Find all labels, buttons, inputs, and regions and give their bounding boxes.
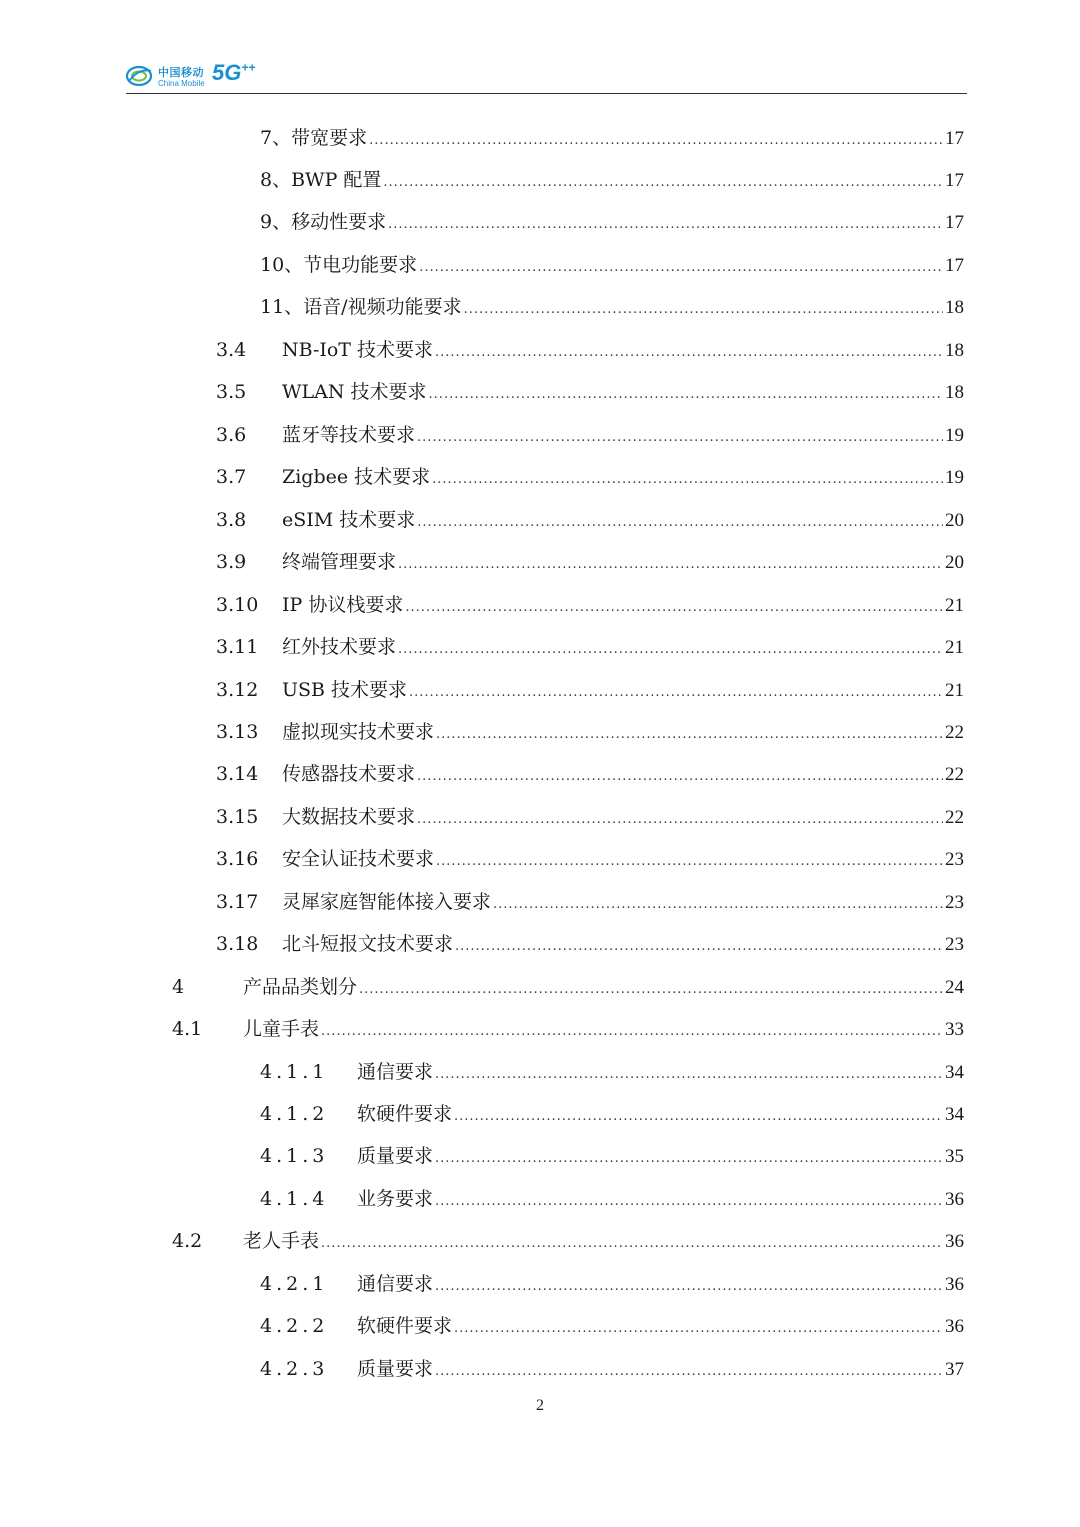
toc-entry-line (282, 462, 964, 495)
toc-entry-number: 3.6 (216, 424, 247, 446)
toc-entry-page: 37 (945, 1359, 964, 1380)
toc-entry-line (357, 1099, 964, 1132)
toc-dot-leader (436, 847, 943, 877)
toc-dot-leader (435, 1357, 943, 1387)
toc-dot-leader (435, 1187, 943, 1217)
toc-dot-leader (405, 593, 943, 623)
toc-entry-title: 大数据技术要求 (282, 806, 416, 828)
toc-entry-line (357, 1269, 964, 1302)
toc-entry-page: 18 (945, 340, 964, 361)
toc-entry-page: 23 (945, 849, 964, 870)
toc-entry-page: 21 (945, 637, 964, 658)
toc-entry-page: 18 (945, 297, 964, 318)
toc-dot-leader (321, 1017, 943, 1047)
toc-entry[interactable] (0, 165, 1080, 195)
toc-entry-line (282, 802, 964, 835)
toc-entry-line (282, 675, 964, 708)
toc-entry[interactable] (0, 123, 1080, 153)
toc-entry-number: 3.18 (216, 933, 259, 955)
toc-entry-number: 3.7 (216, 466, 247, 488)
toc-dot-leader (454, 1314, 943, 1344)
toc-entry-page: 17 (945, 255, 964, 276)
toc-entry[interactable] (0, 717, 1080, 747)
toc-entry-line (260, 123, 964, 156)
toc-entry[interactable] (0, 972, 1080, 1002)
toc-entry[interactable] (0, 250, 1080, 280)
toc-entry-number: 4.2.2 (260, 1315, 329, 1337)
toc-entry-number: 3.11 (216, 636, 259, 658)
header-divider (126, 93, 967, 94)
toc-entry[interactable] (0, 1311, 1080, 1341)
toc-entry-page: 21 (945, 595, 964, 616)
toc-entry-line (357, 1311, 964, 1344)
toc-entry-title: 软硬件要求 (357, 1315, 453, 1337)
logo-chinese-text: 中国移动 (158, 66, 204, 79)
toc-entry-line (282, 590, 964, 623)
toc-entry[interactable] (0, 462, 1080, 492)
toc-entry-page: 35 (945, 1146, 964, 1167)
toc-entry-page: 19 (945, 467, 964, 488)
toc-dot-leader (435, 1272, 943, 1302)
toc-entry-number: 3.17 (216, 891, 259, 913)
toc-entry-number: 4.1.4 (260, 1188, 329, 1210)
toc-entry-line (282, 335, 964, 368)
toc-dot-leader (429, 380, 943, 410)
toc-entry[interactable] (0, 377, 1080, 407)
toc-entry-page: 22 (945, 722, 964, 743)
toc-entry[interactable] (0, 1226, 1080, 1256)
toc-dot-leader (432, 465, 943, 495)
toc-entry-line (260, 207, 964, 240)
toc-entry-line (282, 505, 964, 538)
toc-entry[interactable] (0, 1099, 1080, 1129)
toc-entry-number: 3.5 (216, 381, 247, 403)
toc-entry-title: IP 协议栈要求 (282, 594, 404, 616)
toc-entry-page: 33 (945, 1019, 964, 1040)
toc-entry-number: 4.1.1 (260, 1061, 329, 1083)
toc-dot-leader (388, 210, 943, 240)
page-header (126, 58, 967, 94)
toc-entry-page: 17 (945, 212, 964, 233)
toc-entry-line (282, 759, 964, 792)
toc-entry-title: Zigbee 技术要求 (282, 466, 431, 488)
toc-entry-title: 儿童手表 (243, 1018, 320, 1040)
toc-entry-number: 4.1.3 (260, 1145, 329, 1167)
toc-entry-line (282, 632, 964, 665)
logo-5g-mark: 5G++ (212, 60, 256, 85)
toc-entry-page: 36 (945, 1316, 964, 1337)
toc-entry[interactable] (0, 335, 1080, 365)
toc-dot-leader (419, 253, 943, 283)
toc-entry-page: 34 (945, 1062, 964, 1083)
toc-dot-leader (435, 338, 943, 368)
toc-entry[interactable] (0, 1354, 1080, 1384)
toc-entry-line (357, 1057, 964, 1090)
toc-entry[interactable] (0, 420, 1080, 450)
toc-entry-line (260, 250, 964, 283)
toc-entry-page: 23 (945, 934, 964, 955)
china-mobile-logo-icon (126, 64, 156, 88)
toc-entry-page: 22 (945, 807, 964, 828)
toc-entry[interactable] (0, 929, 1080, 959)
toc-dot-leader (436, 720, 943, 750)
toc-entry-number: 4.2.1 (260, 1273, 329, 1295)
toc-entry-number: 3.4 (216, 339, 247, 361)
toc-dot-leader (493, 890, 943, 920)
toc-entry-title: 产品品类划分 (243, 976, 358, 998)
toc-dot-leader (417, 508, 943, 538)
toc-entry[interactable] (0, 844, 1080, 874)
toc-dot-leader (398, 635, 943, 665)
toc-entry-title: 软硬件要求 (357, 1103, 453, 1125)
toc-entry[interactable] (0, 1141, 1080, 1171)
toc-entry-title: USB 技术要求 (282, 679, 408, 701)
toc-entry-title: 业务要求 (357, 1188, 434, 1210)
toc-entry-line (243, 972, 964, 1005)
toc-entry-title: 终端管理要求 (282, 551, 397, 573)
toc-dot-leader (369, 126, 943, 156)
toc-entry-page: 17 (945, 170, 964, 191)
toc-entry-page: 36 (945, 1189, 964, 1210)
toc-entry-title: 7、带宽要求 (260, 127, 368, 149)
toc-entry-line (282, 887, 964, 920)
toc-entry-number: 3.12 (216, 679, 259, 701)
toc-entry-line (282, 420, 964, 453)
toc-entry-page: 24 (945, 977, 964, 998)
toc-entry-page: 34 (945, 1104, 964, 1125)
toc-entry[interactable] (0, 1014, 1080, 1044)
toc-dot-leader (417, 762, 943, 792)
toc-dot-leader (435, 1060, 943, 1090)
toc-entry-page: 23 (945, 892, 964, 913)
toc-entry-title: 质量要求 (357, 1145, 434, 1167)
toc-entry-line (282, 377, 964, 410)
toc-entry-page: 18 (945, 382, 964, 403)
toc-entry-page: 20 (945, 510, 964, 531)
toc-entry[interactable] (0, 547, 1080, 577)
toc-entry-number: 4.2.3 (260, 1358, 329, 1380)
toc-entry-line (357, 1354, 964, 1387)
page-number: 2 (536, 1397, 544, 1414)
toc-entry-page: 21 (945, 680, 964, 701)
toc-entry[interactable] (0, 1057, 1080, 1087)
toc-entry-line (282, 717, 964, 750)
toc-entry[interactable] (0, 590, 1080, 620)
toc-entry-title: NB-IoT 技术要求 (282, 339, 434, 361)
toc-dot-leader (321, 1229, 943, 1259)
toc-entry-number: 3.8 (216, 509, 247, 531)
toc-entry-number: 4.2 (172, 1230, 203, 1252)
toc-entry-page: 36 (945, 1231, 964, 1252)
toc-entry-title: 9、移动性要求 (260, 211, 387, 233)
toc-entry[interactable] (0, 887, 1080, 917)
toc-entry-line (243, 1014, 964, 1047)
toc-entry-line (282, 844, 964, 877)
logo-english-text: China Mobile (158, 79, 205, 88)
toc-dot-leader (383, 168, 943, 198)
toc-entry[interactable] (0, 292, 1080, 322)
toc-dot-leader (417, 805, 943, 835)
toc-dot-leader (464, 295, 943, 325)
toc-entry-number: 4.1 (172, 1018, 203, 1040)
toc-entry-title: 蓝牙等技术要求 (282, 424, 416, 446)
toc-entry-title: 安全认证技术要求 (282, 848, 435, 870)
toc-entry-title: 红外技术要求 (282, 636, 397, 658)
toc-entry-line (357, 1141, 964, 1174)
toc-entry[interactable] (0, 505, 1080, 535)
toc-entry-page: 22 (945, 764, 964, 785)
toc-entry[interactable] (0, 1184, 1080, 1214)
toc-entry[interactable] (0, 675, 1080, 705)
toc-entry-title: 传感器技术要求 (282, 763, 416, 785)
toc-entry-line (357, 1184, 964, 1217)
toc-entry-title: 虚拟现实技术要求 (282, 721, 435, 743)
toc-entry-number: 4 (172, 976, 185, 998)
toc-dot-leader (454, 1102, 943, 1132)
toc-entry[interactable] (0, 632, 1080, 662)
toc-dot-leader (455, 932, 943, 962)
toc-entry[interactable] (0, 207, 1080, 237)
toc-entry-page: 36 (945, 1274, 964, 1295)
toc-entry[interactable] (0, 1269, 1080, 1299)
toc-dot-leader (417, 423, 943, 453)
toc-entry-line (260, 165, 964, 198)
toc-dot-leader (435, 1144, 943, 1174)
toc-entry-title: eSIM 技术要求 (282, 509, 416, 531)
toc-entry-title: 10、节电功能要求 (260, 254, 418, 276)
toc-entry-page: 19 (945, 425, 964, 446)
toc-entry-number: 3.14 (216, 763, 259, 785)
toc-entry-title: 北斗短报文技术要求 (282, 933, 454, 955)
toc-entry[interactable] (0, 759, 1080, 789)
toc-entry-number: 3.13 (216, 721, 259, 743)
toc-dot-leader (398, 550, 943, 580)
toc-entry-number: 4.1.2 (260, 1103, 329, 1125)
toc-entry-title: 11、语音/视频功能要求 (260, 296, 462, 318)
toc-entry-number: 3.16 (216, 848, 259, 870)
toc-entry-number: 3.10 (216, 594, 259, 616)
toc-entry-title: 灵犀家庭智能体接入要求 (282, 891, 492, 913)
toc-entry-number: 3.15 (216, 806, 259, 828)
toc-entry-title: 8、BWP 配置 (260, 169, 382, 191)
toc-entry-number: 3.9 (216, 551, 247, 573)
toc-dot-leader (409, 678, 943, 708)
toc-entry-line (282, 547, 964, 580)
toc-entry-line (260, 292, 964, 325)
toc-entry-title: 通信要求 (357, 1273, 434, 1295)
toc-entry-line (282, 929, 964, 962)
toc-entry-title: WLAN 技术要求 (282, 381, 427, 403)
toc-entry[interactable] (0, 802, 1080, 832)
toc-dot-leader (359, 975, 943, 1005)
toc-entry-page: 20 (945, 552, 964, 573)
toc-entry-line (243, 1226, 964, 1259)
toc-entry-title: 质量要求 (357, 1358, 434, 1380)
toc-entry-title: 老人手表 (243, 1230, 320, 1252)
toc-entry-page: 17 (945, 128, 964, 149)
toc-entry-title: 通信要求 (357, 1061, 434, 1083)
